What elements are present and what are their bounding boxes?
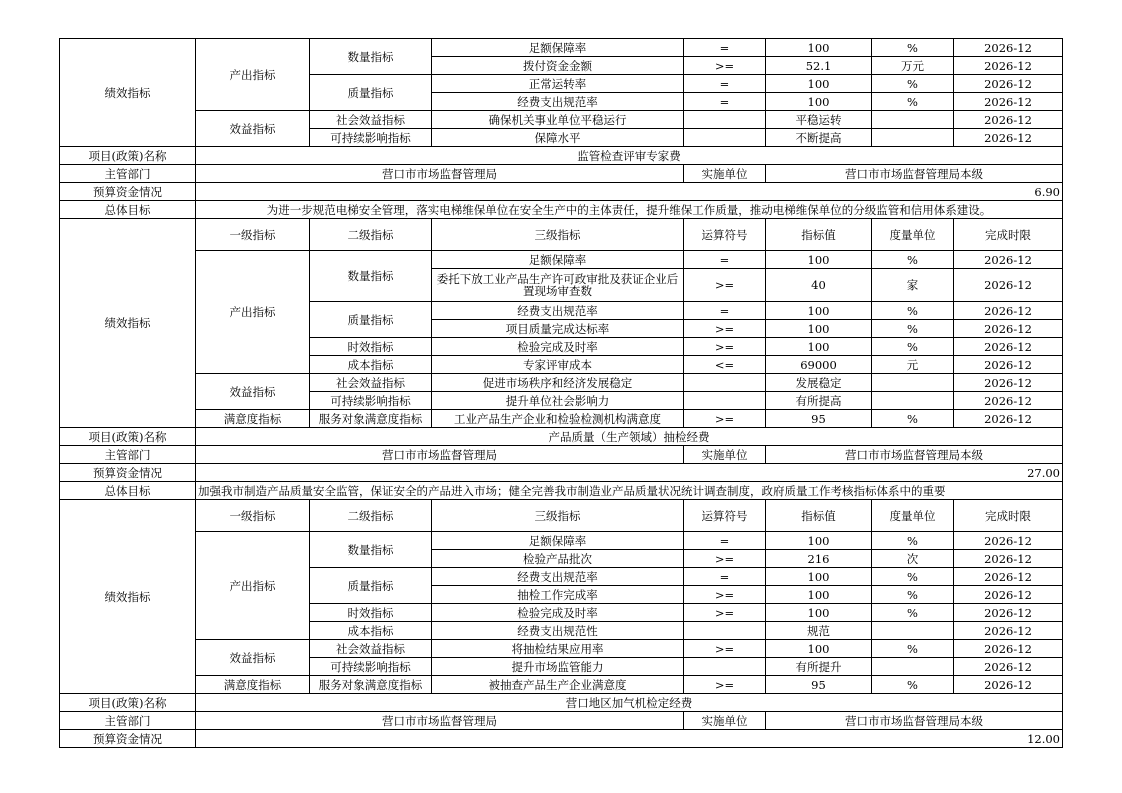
table-row [60,464,1063,482]
budget-value: 27.00 [196,464,1063,482]
budget-value: 12.00 [196,730,1063,748]
unit-cell: % [872,93,954,111]
dept-value: 营口市市场监督管理局 [196,446,684,464]
benefit-label: 效益指标 [196,374,310,410]
table-row [60,147,1063,165]
project-name: 营口地区加气机检定经费 [196,694,1063,712]
dept-label: 主管部门 [60,446,196,464]
col-header: 三级指标 [432,219,684,251]
value-cell: 100 [766,338,872,356]
op-cell [684,374,766,392]
unit-cell: % [872,410,954,428]
op-cell: >= [684,338,766,356]
value-cell: 95 [766,410,872,428]
date-cell: 2026-12 [954,320,1063,338]
op-cell: >= [684,586,766,604]
impl-unit-value: 营口市市场监督管理局本级 [766,165,1063,183]
value-cell: 100 [766,302,872,320]
l2-cell: 可持续影响指标 [310,658,432,676]
goal-label: 总体目标 [60,201,196,219]
value-cell: 规范 [766,622,872,640]
l3-cell: 拨付资金金额 [432,57,684,75]
unit-cell: % [872,320,954,338]
budget-label: 预算资金情况 [60,464,196,482]
l2-cell: 质量指标 [310,568,432,604]
l3-cell: 经费支出规范性 [432,622,684,640]
date-cell: 2026-12 [954,586,1063,604]
perf-label: 绩效指标 [60,219,196,428]
op-cell: >= [684,604,766,622]
op-cell: >= [684,410,766,428]
output-label: 产出指标 [196,39,310,111]
unit-cell: % [872,302,954,320]
l2-cell: 质量指标 [310,302,432,338]
l2-cell: 服务对象满意度指标 [310,676,432,694]
l3-cell: 提升市场监管能力 [432,658,684,676]
dept-value: 营口市市场监督管理局 [196,712,684,730]
value-cell: 100 [766,568,872,586]
table-row [60,165,1063,183]
value-cell: 69000 [766,356,872,374]
table-row [60,201,1063,219]
date-cell: 2026-12 [954,392,1063,410]
perf-label: 绩效指标 [60,500,196,694]
table-header-row [60,219,1063,251]
table-row [60,251,1063,269]
date-cell: 2026-12 [954,93,1063,111]
value-cell: 95 [766,676,872,694]
value-cell: 40 [766,269,872,302]
impl-unit-label: 实施单位 [684,712,766,730]
value-cell: 100 [766,39,872,57]
unit-cell: % [872,39,954,57]
col-header: 完成时限 [954,219,1063,251]
l3-cell: 经费支出规范率 [432,568,684,586]
col-header: 度量单位 [872,500,954,532]
table-row [60,712,1063,730]
l3-cell: 经费支出规范率 [432,302,684,320]
unit-cell: 元 [872,356,954,374]
value-cell: 平稳运转 [766,111,872,129]
table-row [60,410,1063,428]
date-cell: 2026-12 [954,75,1063,93]
project-name: 产品质量（生产领域）抽检经费 [196,428,1063,446]
unit-cell [872,392,954,410]
col-header: 一级指标 [196,500,310,532]
date-cell: 2026-12 [954,640,1063,658]
op-cell: >= [684,269,766,302]
col-header: 运算符号 [684,219,766,251]
date-cell: 2026-12 [954,532,1063,550]
date-cell: 2026-12 [954,356,1063,374]
unit-cell: % [872,532,954,550]
dept-value: 营口市市场监督管理局 [196,165,684,183]
unit-cell [872,622,954,640]
l3-cell: 被抽查产品生产企业满意度 [432,676,684,694]
table-row [60,428,1063,446]
l2-cell: 成本指标 [310,356,432,374]
date-cell: 2026-12 [954,129,1063,147]
perf-label: 绩效指标 [60,39,196,147]
dept-label: 主管部门 [60,712,196,730]
date-cell: 2026-12 [954,374,1063,392]
project-name-label: 项目(政策)名称 [60,147,196,165]
l2-cell: 时效指标 [310,338,432,356]
l3-cell: 专家评审成本 [432,356,684,374]
unit-cell: % [872,338,954,356]
table-row [60,676,1063,694]
op-cell: >= [684,640,766,658]
value-cell: 有所提高 [766,392,872,410]
l3-cell: 检验完成及时率 [432,604,684,622]
op-cell [684,111,766,129]
value-cell: 有所提升 [766,658,872,676]
col-header: 指标值 [766,219,872,251]
l3-cell: 足额保障率 [432,251,684,269]
unit-cell [872,374,954,392]
project-name-label: 项目(政策)名称 [60,428,196,446]
unit-cell: % [872,586,954,604]
unit-cell [872,111,954,129]
table-row [60,694,1063,712]
table-row [60,183,1063,201]
op-cell: = [684,302,766,320]
l3-cell: 工业产品生产企业和检验检测机构满意度 [432,410,684,428]
unit-cell: % [872,75,954,93]
goal-label: 总体目标 [60,482,196,500]
value-cell: 100 [766,532,872,550]
col-header: 三级指标 [432,500,684,532]
col-header: 一级指标 [196,219,310,251]
op-cell [684,129,766,147]
impl-unit-label: 实施单位 [684,165,766,183]
table-row [60,532,1063,550]
op-cell: = [684,75,766,93]
l3-cell: 保障水平 [432,129,684,147]
l2-cell: 社会效益指标 [310,111,432,129]
l2-cell: 社会效益指标 [310,374,432,392]
performance-table [59,38,1063,748]
col-header: 完成时限 [954,500,1063,532]
value-cell: 100 [766,320,872,338]
value-cell: 100 [766,586,872,604]
satisfaction-label: 满意度指标 [196,676,310,694]
impl-unit-label: 实施单位 [684,446,766,464]
op-cell: = [684,532,766,550]
l2-cell: 可持续影响指标 [310,129,432,147]
l2-cell: 社会效益指标 [310,640,432,658]
unit-cell [872,129,954,147]
budget-label: 预算资金情况 [60,183,196,201]
value-cell: 100 [766,75,872,93]
output-label: 产出指标 [196,532,310,640]
budget-label: 预算资金情况 [60,730,196,748]
date-cell: 2026-12 [954,57,1063,75]
col-header: 指标值 [766,500,872,532]
op-cell: >= [684,57,766,75]
col-header: 度量单位 [872,219,954,251]
l3-cell: 提升单位社会影响力 [432,392,684,410]
unit-cell: 次 [872,550,954,568]
l3-cell: 将抽检结果应用率 [432,640,684,658]
l3-cell: 促进市场秩序和经济发展稳定 [432,374,684,392]
date-cell: 2026-12 [954,39,1063,57]
project-name-label: 项目(政策)名称 [60,694,196,712]
dept-label: 主管部门 [60,165,196,183]
table-row [60,39,1063,57]
unit-cell: 家 [872,269,954,302]
l3-cell: 足额保障率 [432,39,684,57]
l3-cell: 抽检工作完成率 [432,586,684,604]
value-cell: 100 [766,251,872,269]
table-row [60,640,1063,658]
table-row [60,374,1063,392]
benefit-label: 效益指标 [196,640,310,676]
op-cell: = [684,568,766,586]
table-row [60,730,1063,748]
col-header: 二级指标 [310,500,432,532]
date-cell: 2026-12 [954,604,1063,622]
date-cell: 2026-12 [954,622,1063,640]
l3-cell: 检验产品批次 [432,550,684,568]
date-cell: 2026-12 [954,550,1063,568]
op-cell: = [684,93,766,111]
op-cell: >= [684,550,766,568]
date-cell: 2026-12 [954,410,1063,428]
table-header-row [60,500,1063,532]
date-cell: 2026-12 [954,676,1063,694]
col-header: 运算符号 [684,500,766,532]
l3-cell: 项目质量完成达标率 [432,320,684,338]
date-cell: 2026-12 [954,269,1063,302]
op-cell: >= [684,320,766,338]
op-cell: >= [684,676,766,694]
l3-cell: 正常运转率 [432,75,684,93]
l2-cell: 数量指标 [310,532,432,568]
l2-cell: 数量指标 [310,251,432,302]
op-cell: = [684,39,766,57]
date-cell: 2026-12 [954,111,1063,129]
value-cell: 52.1 [766,57,872,75]
unit-cell [872,658,954,676]
l2-cell: 可持续影响指标 [310,392,432,410]
impl-unit-value: 营口市市场监督管理局本级 [766,446,1063,464]
l3-cell: 委托下放工业产品生产许可政审批及获证企业后置现场审查数 [432,269,684,302]
l2-cell: 成本指标 [310,622,432,640]
goal-value: 为进一步规范电梯安全管理，落实电梯维保单位在安全生产中的主体责任，提升维保工作质量，推动电梯维保单位的分级监管和信用体系建设。 [196,201,1063,219]
value-cell: 100 [766,604,872,622]
unit-cell: % [872,251,954,269]
value-cell: 216 [766,550,872,568]
output-label: 产出指标 [196,251,310,374]
value-cell: 100 [766,640,872,658]
benefit-label: 效益指标 [196,111,310,147]
unit-cell: % [872,676,954,694]
table-row [60,482,1063,500]
unit-cell: % [872,568,954,586]
table-row [60,111,1063,129]
op-cell: <= [684,356,766,374]
date-cell: 2026-12 [954,338,1063,356]
date-cell: 2026-12 [954,302,1063,320]
l3-cell: 检验完成及时率 [432,338,684,356]
l3-cell: 确保机关事业单位平稳运行 [432,111,684,129]
col-header: 二级指标 [310,219,432,251]
l2-cell: 时效指标 [310,604,432,622]
goal-value: 加强我市制造产品质量安全监管，保证安全的产品进入市场；健全完善我市制造业产品质量状况统计调查制度，政府质量工作考核指标体系中的重要 [196,482,1063,500]
op-cell: = [684,251,766,269]
value-cell: 不断提高 [766,129,872,147]
value-cell: 100 [766,93,872,111]
project-name: 监管检查评审专家费 [196,147,1063,165]
date-cell: 2026-12 [954,658,1063,676]
l3-cell: 经费支出规范率 [432,93,684,111]
l2-cell: 服务对象满意度指标 [310,410,432,428]
impl-unit-value: 营口市市场监督管理局本级 [766,712,1063,730]
date-cell: 2026-12 [954,568,1063,586]
budget-value: 6.90 [196,183,1063,201]
value-cell: 发展稳定 [766,374,872,392]
table-row [60,446,1063,464]
l2-cell: 质量指标 [310,75,432,111]
l2-cell: 数量指标 [310,39,432,75]
unit-cell: 万元 [872,57,954,75]
satisfaction-label: 满意度指标 [196,410,310,428]
op-cell [684,622,766,640]
l3-cell: 足额保障率 [432,532,684,550]
unit-cell: % [872,640,954,658]
date-cell: 2026-12 [954,251,1063,269]
op-cell [684,392,766,410]
op-cell [684,658,766,676]
unit-cell: % [872,604,954,622]
